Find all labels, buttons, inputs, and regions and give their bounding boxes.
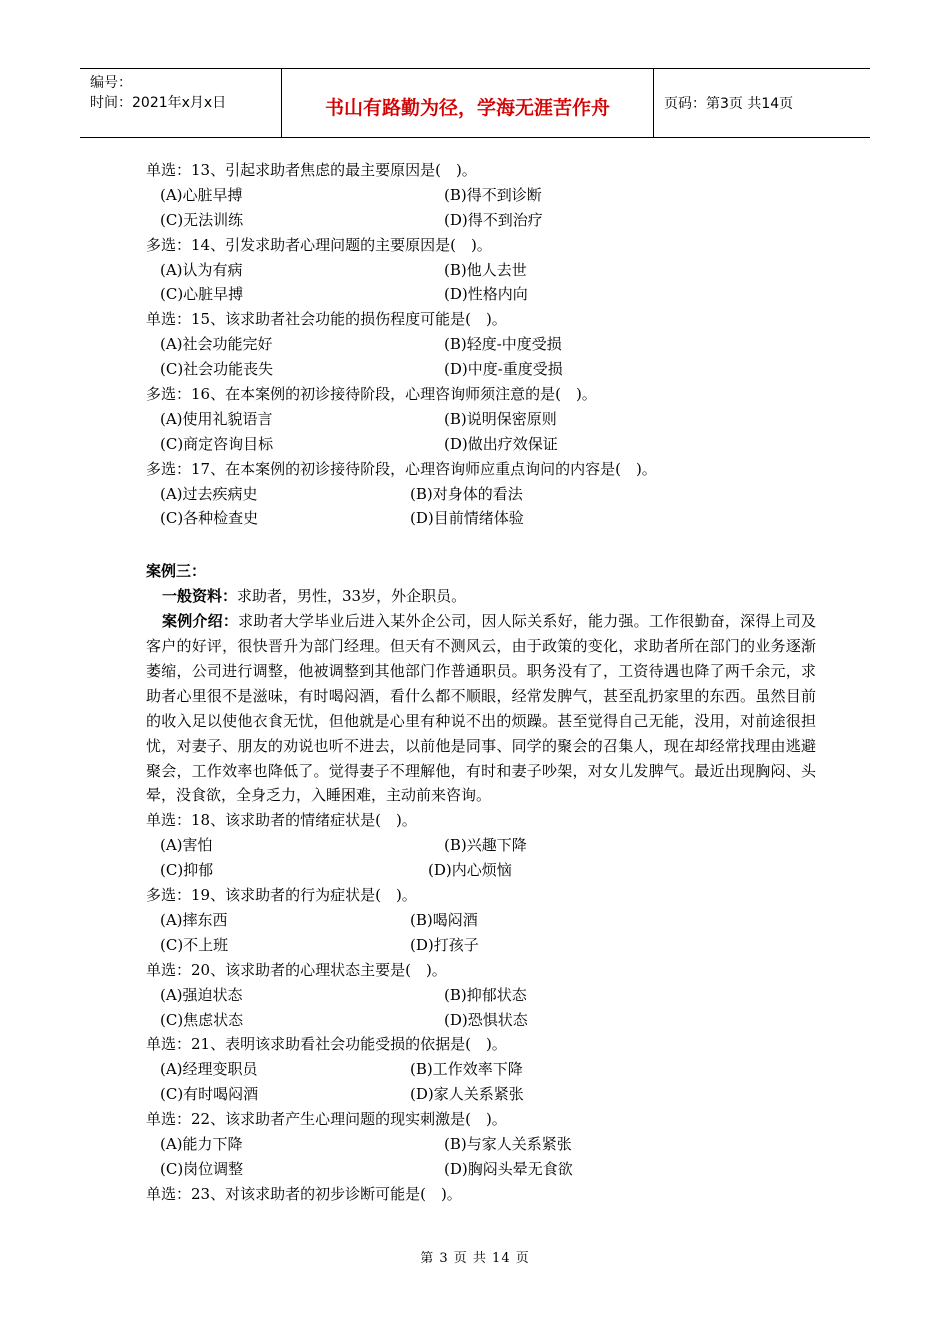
- options-row: [146, 1132, 816, 1157]
- options-row: [146, 833, 816, 858]
- option-d: (D)内心烦恼: [428, 861, 512, 880]
- option-c: (C)心脏早搏: [160, 285, 244, 304]
- options-row: [146, 407, 816, 432]
- option-a: (A)社会功能完好: [160, 335, 273, 354]
- options-row: [146, 432, 816, 457]
- option-b: (B)工作效率下降: [410, 1060, 523, 1079]
- page-header: [80, 68, 870, 138]
- options-row: [146, 858, 816, 883]
- options-row: [146, 183, 816, 208]
- case-intro-text: 求助者大学毕业后进入某外企公司，因人际关系好，能力强。工作很勤奋，深得上司及客户的好评，很快晋升为部门经理。但天有不测风云，由于政策的变化，求助者所在部门的业务逐渐萎缩，公司进行调整，他被调整到其他部门作普通职员。职务没有了，工资待遇也降了两千余元，求助者心里很不是滋味，有时喝闷酒，看什么都不顺眼，经常发脾气，甚至乱扔家里的东西。虽然目前的收入足以使他衣食无忧，但他就是心里有种说不出的烦躁。甚至觉得自己无能，没用，对前途很担忧，对妻子、朋友的劝说也听不进去，以前他是同事、同学的聚会的召集人，现在却经常找理由逃避聚会，工作效率也降低了。觉得妻子不理解他，有时和妻子吵架，对女儿发脾气。最近出现胸闷、头晕，没食欲，全身乏力，入睡困难，主动前来咨询。: [146, 612, 816, 805]
- option-b: (B)抑郁状态: [444, 985, 527, 1004]
- options-row: [146, 1057, 816, 1082]
- options-row: [146, 908, 816, 933]
- case-title: 案例三：: [146, 562, 207, 581]
- option-a: (A)害怕: [160, 836, 213, 855]
- option-c: (C)社会功能丧失: [160, 360, 274, 379]
- option-c: (C)无法训练: [160, 210, 244, 229]
- case-intro: [146, 609, 816, 808]
- options-row: [146, 933, 816, 958]
- options-row: [146, 258, 816, 283]
- options-row: [146, 983, 816, 1008]
- option-d: (D)恐惧状态: [444, 1010, 528, 1029]
- option-c: (C)抑郁: [160, 861, 214, 880]
- option-c: (C)焦虑状态: [160, 1010, 244, 1029]
- options-row: [146, 282, 816, 307]
- option-a: (A)能力下降: [160, 1134, 243, 1153]
- question-16: 多选：16、在本案例的初诊接待阶段，心理咨询师须注意的是( )。: [146, 385, 597, 404]
- question-21: 单选：21、表明该求助看社会功能受损的依据是( )。: [146, 1035, 507, 1054]
- option-d: (D)做出疗效保证: [444, 434, 558, 453]
- general-info-label: 一般资料：: [162, 587, 238, 606]
- option-a: (A)经理变职员: [160, 1060, 258, 1079]
- option-a: (A)心脏早搏: [160, 185, 243, 204]
- header-motto: 书山有路勤为径，学海无涯苦作舟: [282, 69, 654, 137]
- option-a: (A)摔东西: [160, 910, 228, 929]
- option-a: (A)强迫状态: [160, 985, 243, 1004]
- option-c: (C)不上班: [160, 935, 229, 954]
- option-d: (D)打孩子: [410, 935, 479, 954]
- options-row: [146, 208, 816, 233]
- option-d: (D)性格内向: [444, 285, 528, 304]
- option-a: (A)认为有病: [160, 260, 243, 279]
- question-19: 多选：19、该求助者的行为症状是( )。: [146, 886, 417, 905]
- question-18: 单选：18、该求助者的情绪症状是( )。: [146, 811, 417, 830]
- question-23: 单选：23、对该求助者的初步诊断可能是( )。: [146, 1184, 462, 1203]
- option-a: (A)过去疾病史: [160, 484, 258, 503]
- options-row: [146, 1008, 816, 1033]
- option-a: (A)使用礼貌语言: [160, 409, 273, 428]
- option-b: (B)对身体的看法: [410, 484, 523, 503]
- option-b: (B)喝闷酒: [410, 910, 478, 929]
- options-row: [146, 357, 816, 382]
- option-d: (D)目前情绪体验: [410, 509, 524, 528]
- case-intro-label: 案例介绍：: [162, 612, 239, 631]
- option-b: (B)兴趣下降: [444, 836, 527, 855]
- option-c: (C)各种检查史: [160, 509, 259, 528]
- question-20: 单选：20、该求助者的心理状态主要是( )。: [146, 960, 447, 979]
- option-b: (B)说明保密原则: [444, 409, 557, 428]
- options-row: [146, 506, 816, 531]
- general-info-text: 求助者，男性，33岁，外企职员。: [237, 587, 467, 606]
- option-b: (B)与家人关系紧张: [444, 1134, 572, 1153]
- option-c: (C)商定咨询目标: [160, 434, 274, 453]
- number-label: 编号：: [90, 75, 132, 91]
- option-d: (D)胸闷头晕无食欲: [444, 1159, 573, 1178]
- question-13: 单选：13、引起求助者焦虑的最主要原因是( )。: [146, 161, 477, 179]
- header-meta: [80, 69, 282, 137]
- time-label: 时间：2021年x月x日: [90, 95, 227, 111]
- option-d: (D)中度-重度受损: [444, 360, 563, 379]
- question-17: 多选：17、在本案例的初诊接待阶段，心理咨询师应重点询问的内容是( )。: [146, 459, 657, 478]
- options-row: [146, 1082, 816, 1107]
- option-b: (B)轻度-中度受损: [444, 335, 562, 354]
- document-body: [146, 158, 816, 1207]
- option-c: (C)岗位调整: [160, 1159, 244, 1178]
- header-page-number: 页码：第3页 共14页: [664, 96, 794, 112]
- question-14: 多选：14、引发求助者心理问题的主要原因是( )。: [146, 235, 492, 254]
- page-footer: 第 3 页 共 14 页: [420, 1251, 530, 1266]
- options-row: [146, 1157, 816, 1182]
- general-info: [146, 584, 816, 609]
- option-d: (D)得不到治疗: [444, 210, 543, 229]
- option-b: (B)得不到诊断: [444, 185, 542, 204]
- option-c: (C)有时喝闷酒: [160, 1085, 259, 1104]
- options-row: [146, 332, 816, 357]
- option-b: (B)他人去世: [444, 260, 527, 279]
- question-22: 单选：22、该求助者产生心理问题的现实刺激是( )。: [146, 1110, 507, 1129]
- options-row: [146, 482, 816, 507]
- option-d: (D)家人关系紧张: [410, 1085, 524, 1104]
- question-15: 单选：15、该求助者社会功能的损伤程度可能是( )。: [146, 310, 507, 329]
